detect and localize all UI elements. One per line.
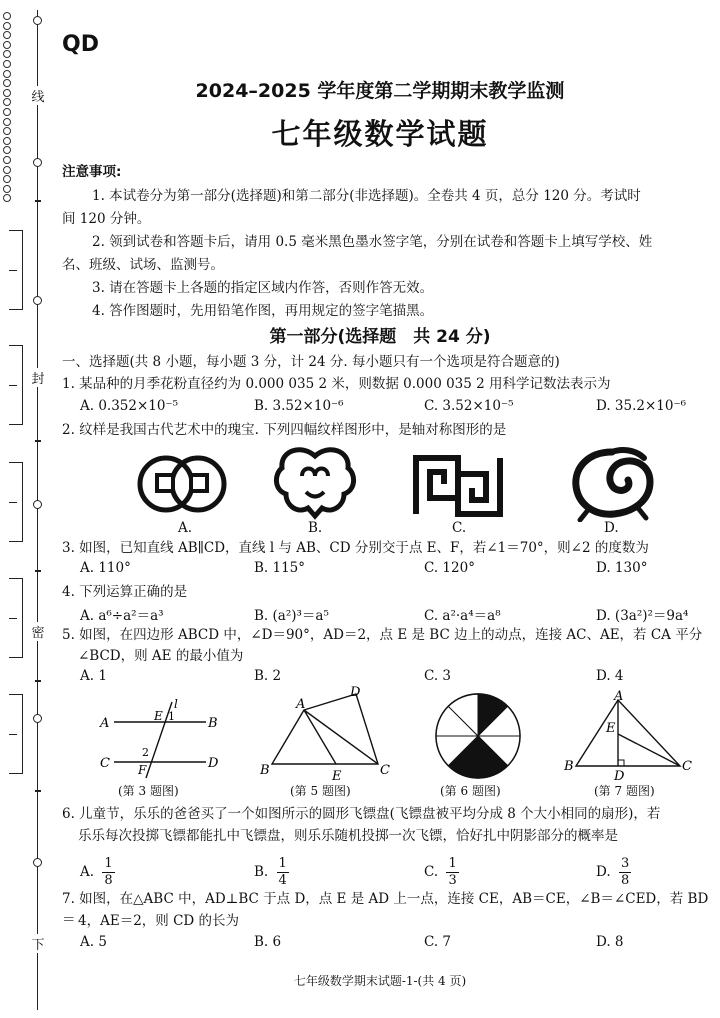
q6-option-c <box>424 856 459 889</box>
q6-d-numerator: 3 <box>620 856 630 871</box>
q6-option-b <box>254 856 289 889</box>
q7-stem-line1: 7. 如图，在△ABC 中，AD⊥BC 于点 D，点 E 是 AD 上一点，连接 CE，AB＝CE，∠B＝∠CED，若 BD＝ <box>62 891 709 928</box>
q3-option-c: C. 120° <box>424 560 475 576</box>
q2-stem: 2. 纹样是我国古代艺术中的瑰宝. 下列四幅纹样图形中，是轴对称图形的是 <box>62 422 507 438</box>
hole-mark <box>33 714 42 723</box>
q6-b-denominator: 4 <box>278 873 287 888</box>
q7-option-d: D. 8 <box>596 934 624 950</box>
q6-b-numerator: 1 <box>278 856 287 871</box>
q4-option-c: C. a²·a⁴＝a⁸ <box>424 608 501 624</box>
q4-stem: 4. 下列运算正确的是 <box>62 584 188 600</box>
field-bracket <box>9 230 23 310</box>
figure-q6-dartboard <box>432 690 524 782</box>
q4-option-a: A. a⁶÷a²＝a³ <box>80 608 164 624</box>
figure-q5 <box>254 686 402 782</box>
seal-char-xian: 线 <box>30 86 46 105</box>
binding-ring <box>3 194 11 202</box>
q5-option-a: A. 1 <box>80 668 107 684</box>
q5-stem-line1: 5. 如图，在四边形 ABCD 中，∠D＝90°，AD＝2，点 E 是 BC 边上的动点，连接 AC、AE，若 CA 平分 <box>62 627 703 643</box>
f5-label-c: C <box>380 763 390 778</box>
hole-mark <box>33 858 42 867</box>
q5-option-c: C. 3 <box>424 668 452 684</box>
q7-option-a: A. 5 <box>80 934 107 950</box>
binding-ring <box>3 60 11 68</box>
dash-mark <box>35 570 41 572</box>
f5-label-a: A <box>296 697 306 712</box>
part1-intro: 一、选择题(共 8 小题，每小题 3 分，计 24 分. 每小题只有一个选项是符合题意的) <box>62 354 560 370</box>
q6-option-a <box>80 856 115 889</box>
q6-option-b-label: B. <box>254 864 269 880</box>
f3-label-l: l <box>174 697 178 711</box>
binding-ring <box>3 175 11 183</box>
dash-mark <box>35 440 41 442</box>
binding-ring <box>3 156 11 164</box>
caption-q7: (第 7 题图) <box>594 784 655 798</box>
f3-angle-1: 1 <box>168 710 175 723</box>
q6-c-numerator: 1 <box>448 856 457 871</box>
binding-ring <box>3 12 11 20</box>
q6-option-a-label: A. <box>80 864 95 880</box>
note-4: 4. 答作图题时，先用铅笔作图，再用规定的签字笔描黑。 <box>92 303 434 319</box>
q2-option-a: A. <box>178 520 193 536</box>
note-1b: 间 120 分钟。 <box>62 211 151 227</box>
pattern-a-double-coins <box>136 448 228 524</box>
hole-mark <box>33 500 42 509</box>
f3-label-d: D <box>208 756 219 771</box>
f7-label-d: D <box>614 769 625 782</box>
binding-ring <box>3 166 11 174</box>
f7-label-e: E <box>606 721 616 736</box>
q6-d-denominator: 8 <box>620 873 630 888</box>
q6-stem-line1: 6. 儿童节，乐乐的爸爸买了一个如图所示的圆形飞镖盘(飞镖盘被平均分成 8 个大小相同的扇形)，若 <box>62 806 661 822</box>
field-bracket <box>9 578 23 658</box>
dash-mark <box>35 200 41 202</box>
note-1a: 1. 本试卷分为第一部分(选择题)和第二部分(非选择题)。全卷共 4 页，总分 120 分。考试时 <box>92 188 641 204</box>
binding-ring <box>3 41 11 49</box>
q3-option-a: A. 110° <box>80 560 131 576</box>
figure-q7 <box>560 690 698 782</box>
f7-label-a: A <box>614 690 624 704</box>
q3-option-d: D. 130° <box>596 560 648 576</box>
f3-angle-2: 2 <box>142 746 149 759</box>
q5-stem-line2: ∠BCD，则 AE 的最小值为 <box>78 648 244 664</box>
notes-title: 注意事项: <box>62 164 122 180</box>
f7-label-c: C <box>682 759 692 774</box>
q7-option-b: B. 6 <box>254 934 282 950</box>
paper-code: QD <box>62 32 99 57</box>
q5-option-b: B. 2 <box>254 668 282 684</box>
f5-label-e: E <box>332 769 342 782</box>
q6-option-d-label: D. <box>596 864 611 880</box>
hole-mark <box>33 16 42 25</box>
q4-option-d: D. (3a²)²＝9a⁴ <box>596 608 689 624</box>
field-bracket <box>9 462 23 542</box>
note-2b: 名、班级、试场、监测号。 <box>62 257 224 273</box>
q1-option-d: D. 35.2×10⁻⁶ <box>596 398 687 414</box>
binding-ring <box>3 185 11 193</box>
q1-option-a: A. 0.352×10⁻⁵ <box>80 398 179 414</box>
part1-title: 第一部分(选择题 共 24 分) <box>269 327 491 347</box>
q6-option-d <box>596 856 631 889</box>
q4-option-b: B. (a²)³＝a⁵ <box>254 608 329 624</box>
page-footer: 七年级数学期末试题-1-(共 4 页) <box>293 974 467 988</box>
f3-label-a: A <box>100 716 110 731</box>
q3-stem: 3. 如图，已知直线 AB∥CD，直线 l 与 AB、CD 分别交于点 E、F，若∠1＝70°，则∠2 的度数为 <box>62 540 649 556</box>
q1-stem: 1. 某品种的月季花粉直径约为 0.000 035 2 米，则数据 0.000 035 2 用科学记数法表示为 <box>62 376 611 392</box>
exam-title: 2024–2025 学年度第二学期期末教学监测 <box>195 80 565 102</box>
q6-option-c-label: C. <box>424 864 439 880</box>
seal-char-mi: 密 <box>30 622 46 641</box>
hole-mark <box>33 158 42 167</box>
q6-stem-line2: 乐乐每次投掷飞镖都能扎中飞镖盘，则乐乐随机投掷一次飞镖，恰好扎中阴影部分的概率是 <box>78 828 618 844</box>
q7-option-c: C. 7 <box>424 934 452 950</box>
caption-q6: (第 6 题图) <box>440 784 501 798</box>
pattern-b-ruyi-cloud <box>272 446 358 522</box>
dash-mark <box>35 680 41 682</box>
q1-option-c: C. 3.52×10⁻⁵ <box>424 398 514 414</box>
seal-char-feng: 封 <box>30 368 46 387</box>
binding-ring <box>3 50 11 58</box>
f3-label-c: C <box>100 756 110 771</box>
hole-mark <box>33 296 42 305</box>
field-bracket <box>9 694 23 774</box>
binding-ring <box>3 22 11 30</box>
q7-stem-line2: 4，AE＝2，则 CD 的长为 <box>78 913 240 929</box>
q2-option-d: D. <box>604 520 619 536</box>
binding-ring <box>3 31 11 39</box>
q2-option-c: C. <box>452 520 467 536</box>
field-bracket <box>9 345 23 425</box>
pattern-d-spiral-cloud <box>568 446 658 522</box>
q5-option-d: D. 4 <box>596 668 624 684</box>
note-2a: 2. 领到试卷和答题卡后，请用 0.5 毫米黑色墨水签字笔，分别在试卷和答题卡上填写学校、姓 <box>92 234 653 250</box>
caption-q5: (第 5 题图) <box>290 784 351 798</box>
f5-label-b: B <box>260 763 270 778</box>
q1-option-b: B. 3.52×10⁻⁶ <box>254 398 344 414</box>
f3-label-f: F <box>138 763 147 777</box>
seal-char-xia: 下 <box>30 934 46 953</box>
subject-title: 七年级数学试题 <box>271 117 489 151</box>
q3-option-b: B. 115° <box>254 560 306 576</box>
q6-a-denominator: 8 <box>104 873 113 888</box>
f3-label-b: B <box>208 716 218 731</box>
q6-a-numerator: 1 <box>104 856 113 871</box>
f7-label-b: B <box>564 759 574 774</box>
f3-label-e: E <box>154 709 163 723</box>
q6-c-denominator: 3 <box>448 873 457 888</box>
f5-label-d: D <box>350 686 361 700</box>
q2-option-b: B. <box>308 520 323 536</box>
pattern-c-fret <box>412 454 504 518</box>
dash-mark <box>35 790 41 792</box>
note-3: 3. 请在答题卡上各题的指定区域内作答，否则作答无效。 <box>92 280 434 296</box>
figure-q3 <box>92 696 222 780</box>
caption-q3: (第 3 题图) <box>118 784 179 798</box>
